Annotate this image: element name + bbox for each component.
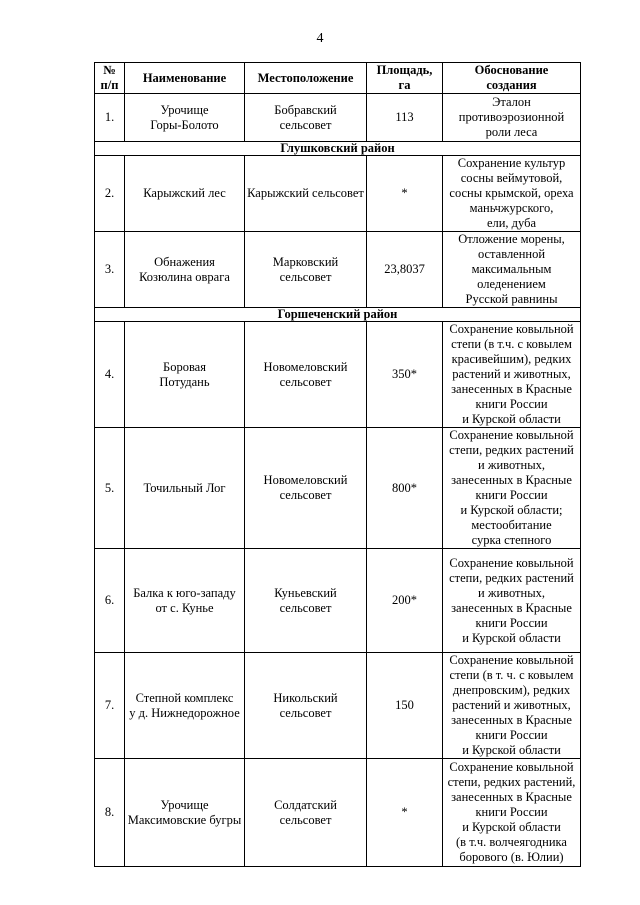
cell-area: *	[367, 156, 443, 232]
cell-area: 800*	[367, 428, 443, 549]
table-row	[95, 428, 581, 549]
district-heading: Глушковский район	[95, 142, 581, 156]
district-row	[95, 308, 581, 322]
cell-name: Обнажения Козюлина оврага	[125, 232, 245, 308]
cell-basis: Сохранение культур сосны веймутовой, сосны крымской, ореха маньчжурского, ели, дуба	[443, 156, 581, 232]
cell-area: 200*	[367, 549, 443, 653]
cell-name: Балка к юго-западу от с. Кунье	[125, 549, 245, 653]
cell-basis: Эталон противоэрозионной роли леса	[443, 94, 581, 142]
cell-num: 7.	[95, 653, 125, 759]
table-row	[95, 232, 581, 308]
cell-location: Бобравский сельсовет	[245, 94, 367, 142]
cell-area: *	[367, 759, 443, 867]
cell-name: Степной комплекс у д. Нижнедорожное	[125, 653, 245, 759]
cell-basis: Сохранение ковыльной степи (в т. ч. с ковылем днепровским), редких растений и животных, занесенных в Красные книги России и Курской области	[443, 653, 581, 759]
header-name: Наименование	[125, 63, 245, 94]
cell-area: 350*	[367, 322, 443, 428]
cell-num: 2.	[95, 156, 125, 232]
cell-basis: Сохранение ковыльной степи (в т.ч. с ковылем красивейшим), редких растений и животных, занесенных в Красные книги России и Курской области	[443, 322, 581, 428]
cell-location: Новомеловский сельсовет	[245, 322, 367, 428]
cell-area: 113	[367, 94, 443, 142]
header-area: Площадь, га	[367, 63, 443, 94]
table-row	[95, 156, 581, 232]
cell-location: Новомеловский сельсовет	[245, 428, 367, 549]
cell-location: Никольский сельсовет	[245, 653, 367, 759]
cell-name: Боровая Потудань	[125, 322, 245, 428]
header-basis: Обоснование создания	[443, 63, 581, 94]
cell-num: 6.	[95, 549, 125, 653]
cell-location: Карыжский сельсовет	[245, 156, 367, 232]
table-row	[95, 94, 581, 142]
cell-area: 150	[367, 653, 443, 759]
cell-location: Солдатский сельсовет	[245, 759, 367, 867]
cell-num: 5.	[95, 428, 125, 549]
table-row	[95, 759, 581, 867]
cell-name: Урочище Горы-Болото	[125, 94, 245, 142]
header-num: № п/п	[95, 63, 125, 94]
table-header-row	[95, 63, 581, 94]
cell-name: Урочище Максимовские бугры	[125, 759, 245, 867]
cell-location: Куньевский сельсовет	[245, 549, 367, 653]
cell-basis: Сохранение ковыльной степи, редких растений и животных, занесенных в Красные книги России и Курской области; местообитание сурка степного	[443, 428, 581, 549]
cell-num: 8.	[95, 759, 125, 867]
cell-basis: Сохранение ковыльной степи, редких растений, занесенных в Красные книги России и Курской области (в т.ч. волчеягодника борового (в. Юлии)	[443, 759, 581, 867]
cell-num: 3.	[95, 232, 125, 308]
cell-area: 23,8037	[367, 232, 443, 308]
cell-num: 4.	[95, 322, 125, 428]
page-number: 4	[316, 31, 324, 46]
cell-num: 1.	[95, 94, 125, 142]
table-row	[95, 549, 581, 653]
district-row	[95, 142, 581, 156]
cell-location: Марковский сельсовет	[245, 232, 367, 308]
table-row	[95, 322, 581, 428]
header-location: Местоположение	[245, 63, 367, 94]
cell-name: Карыжский лес	[125, 156, 245, 232]
cell-basis: Отложение морены, оставленной максимальным оледенением Русской равнины	[443, 232, 581, 308]
district-heading: Горшеченский район	[95, 308, 581, 322]
cell-name: Точильный Лог	[125, 428, 245, 549]
cell-basis: Сохранение ковыльной степи, редких растений и животных, занесенных в Красные книги России и Курской области	[443, 549, 581, 653]
table-row	[95, 653, 581, 759]
reserves-table	[94, 62, 581, 867]
